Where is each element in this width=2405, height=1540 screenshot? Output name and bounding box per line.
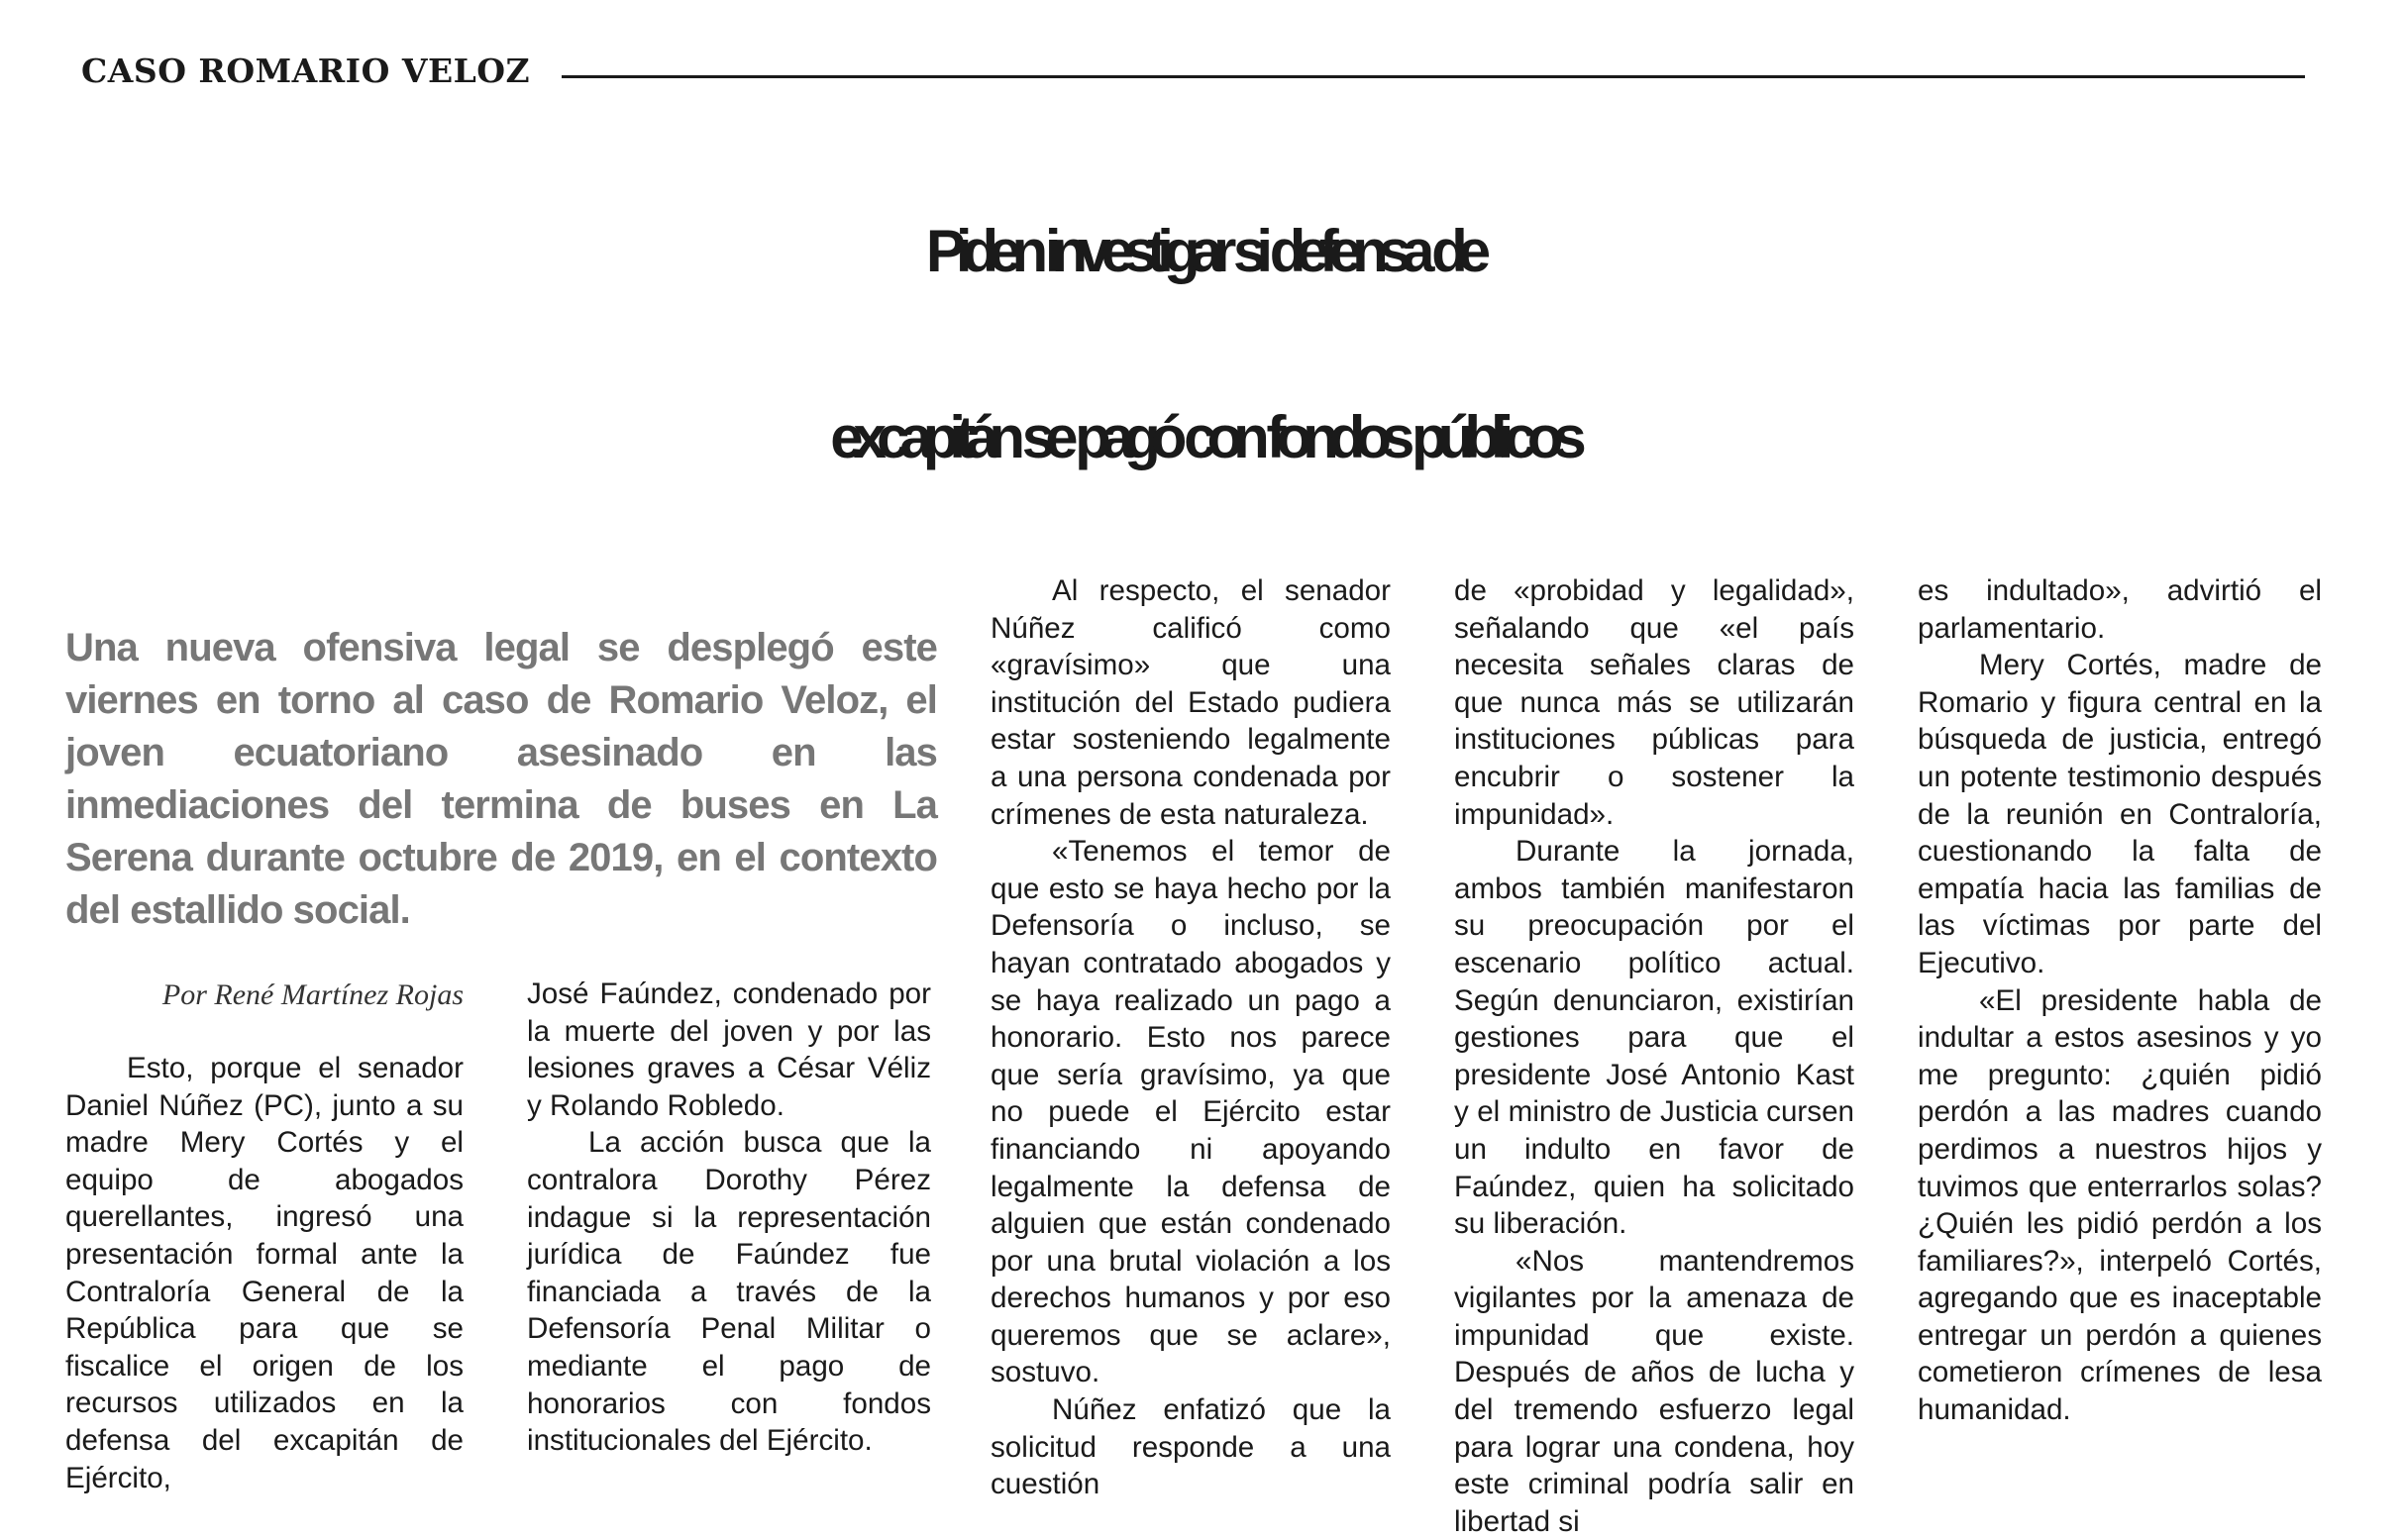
column-2-paragraph-1: José Faúndez, condenado por la muerte del joven y por las lesiones graves a César Véliz y Rolando Robledo. [527, 977, 931, 1122]
column-5-paragraph-2: Mery Cortés, madre de Romario y figura central en la búsqueda de justicia, entregó un potente testimonio después de la reunión en Contraloría, cuestionando la falta de empatía hacia las familias de las víctimas por parte del Ejecutivo. [1918, 649, 2322, 979]
column-3-paragraph-3: Núñez enfatizó que la solicitud responde a una cuestión [991, 1393, 1391, 1501]
column-5-paragraph-1: es indultado», advirtió el parlamentario. [1918, 574, 2322, 645]
column-1-paragraph-1: Esto, porque el senador Daniel Núñez (PC), junto a su madre Mery Cortés y el equipo de abogados querellantes, ingresó una presentación formal ante la Contraloría General de la República para que se fiscalice el origen de los recursos utilizados en la defensa del excapitán de Ejército, [65, 1052, 464, 1494]
column-4-paragraph-3: «Nos mantendremos vigilantes por la amenaza de impunidad que existe. Después de años de lucha y del tremendo esfuerzo legal para lograr una condena, hoy este criminal podría salir en libertad si [1454, 1244, 1854, 1538]
headline [59, 158, 2348, 531]
column-4-paragraph-1: de «probidad y legalidad», señalando que «el país necesita señales claras de que nunca más se utilizarán instituciones públicas para encubrir o sostener la impunidad». [1454, 574, 1854, 831]
column-3-paragraph-2: «Tenemos el temor de que esto se haya hecho por la Defensoría o incluso, se hayan contratado abogados y se haya realizado un pago a honorario. Esto nos parece que sería gravísimo, ya que no puede el Ejército estar financiando ni apoyando legalmente la defensa de alguien que están condenado por una brutal violación a los derechos humanos y por eso queremos que se aclare», sostuvo. [991, 835, 1391, 1389]
column-5 [1918, 572, 2322, 1429]
lead-paragraph: Una nueva ofensiva legal se desplegó este viernes en torno al caso de Romario Veloz, el joven ecuatoriano asesinado en las inmediaciones del termina de buses en La Serena durante octubre de 2019, en el contexto del estallido social. [65, 626, 937, 932]
column-5-paragraph-3: «El presidente habla de indultar a estos asesinos y yo me pregunto: ¿quién pidió perdón a las madres cuando perdimos a nuestros hijos y tuvimos que enterrarlos solas? ¿Quién les pidió perdón a los familiares?», interpeló Cortés, agregando que es inaceptable entregar un perdón a quienes cometieron crímenes de lesa humanidad. [1918, 983, 2322, 1427]
column-3 [991, 572, 1391, 1503]
column-2-paragraph-2: La acción busca que la contralora Dorothy Pérez indague si la representación jurídica de Faúndez fue financiada a través de la Defensoría Penal Militar o mediante el pago de honorarios con fondos institucionales del Ejército. [527, 1126, 931, 1458]
headline-line-2: excapitán se pagó con fondos públicos [830, 404, 1577, 470]
section-kicker: CASO ROMARIO VELOZ [81, 51, 531, 90]
column-4-paragraph-2: Durante la jornada, ambos también manifestaron su preocupación por el escenario político actual. Según denunciaron, existirían gestiones para que el presidente José Antonio Kast y el ministro de Justicia cursen un indulto en favor de Faúndez, quien ha solicitado su liberación. [1454, 835, 1854, 1241]
section-header [81, 48, 2305, 93]
header-rule [562, 75, 2305, 78]
column-2 [527, 975, 931, 1460]
column-3-paragraph-1: Al respecto, el senador Núñez calificó como «gravísimo» que una institución del Estado pudiera estar sosteniendo legalmente a una persona condenada por crímenes de esta naturaleza. [991, 574, 1391, 831]
column-4 [1454, 572, 1854, 1540]
headline-line-1: Piden investigar si defensa de [925, 218, 1482, 284]
column-1 [65, 1050, 464, 1496]
byline: Por René Martínez Rojas [161, 978, 464, 1011]
